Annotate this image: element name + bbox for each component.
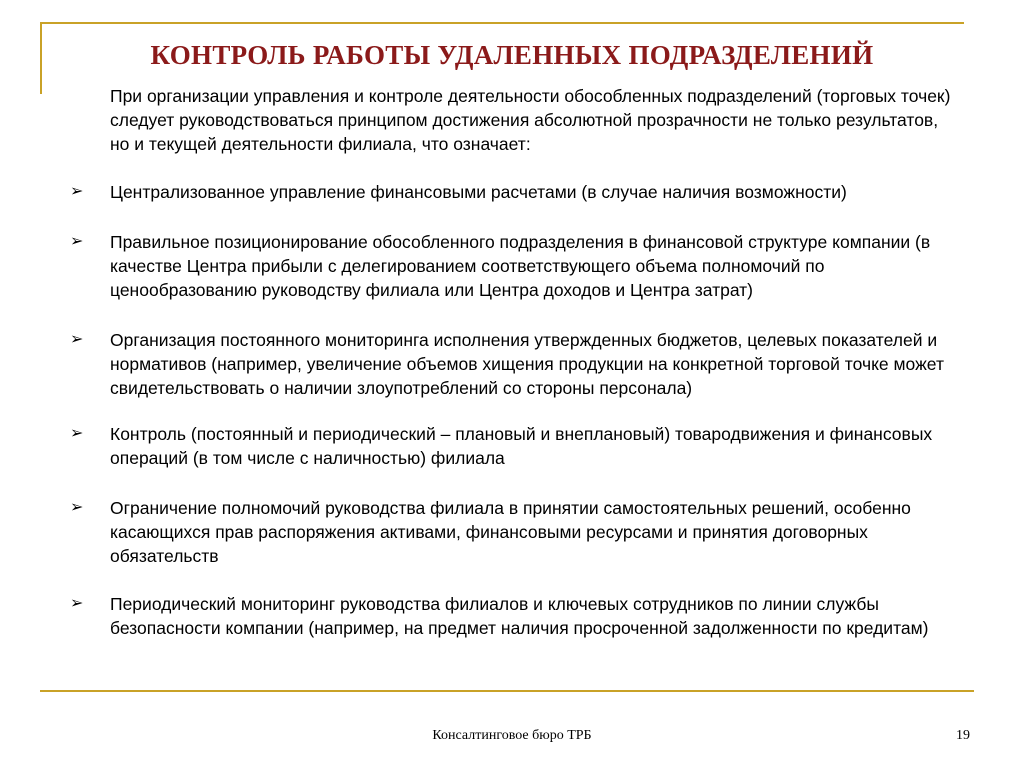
bullet-text: Контроль (постоянный и периодический – плановый и внеплановый) товародвижения и финансовых операций (в том числе с наличностью) филиала — [110, 424, 933, 468]
bullet-text: Организация постоянного мониторинга исполнения утвержденных бюджетов, целевых показателей и нормативов (например, увеличение объемов хищения продукции на конкретной торговой точке может свидетельствовать о наличии злоупотреблений со стороны персонала) — [110, 330, 944, 398]
slide-title: КОНТРОЛЬ РАБОТЫ УДАЛЕННЫХ ПОДРАЗДЕЛЕНИЙ — [150, 40, 874, 70]
bullet-text: Централизованное управление финансовыми расчетами (в случае наличия возможности) — [110, 182, 847, 202]
bullet-text: Ограничение полномочий руководства филиала в принятии самостоятельных решений, особенно касающихся прав распоряжения активами, финансовыми ресурсами и принятия договорных обязательств — [110, 498, 911, 566]
arrow-bullet-icon: ➢ — [70, 183, 84, 200]
bullet-item — [0, 230, 970, 302]
bullet-list — [0, 180, 1024, 640]
bullet-item — [0, 592, 970, 640]
top-frame-rule — [40, 22, 964, 24]
bullet-text: Правильное позиционирование обособленного подразделения в финансовой структуре компании (в качестве Центра прибыли с делегированием соответствующего объема полномочий по ценообразованию руководству филиала или Центра доходов и Центра затрат) — [110, 232, 931, 300]
bullet-item — [0, 328, 970, 400]
bullet-text: Периодический мониторинг руководства филиалов и ключевых сотрудников по линии службы безопасности компании (например, на предмет наличия просроченной задолженности по кредитам) — [110, 594, 929, 638]
arrow-bullet-icon: ➢ — [70, 425, 84, 442]
footer-rule — [40, 690, 974, 692]
page-number: 19 — [956, 728, 970, 743]
arrow-bullet-icon: ➢ — [70, 595, 84, 612]
arrow-bullet-icon: ➢ — [70, 331, 84, 348]
bullet-item — [0, 180, 970, 204]
intro-paragraph: При организации управления и контроле деятельности обособленных подразделений (торговых точек) следует руководствоваться принципом достижения абсолютной прозрачности не только результатов, но и текущей деятельности филиала, что означает: — [110, 86, 951, 154]
bullet-item — [0, 422, 970, 470]
footer-company: Консалтинговое бюро ТРБ — [432, 728, 592, 743]
arrow-bullet-icon: ➢ — [70, 499, 84, 516]
arrow-bullet-icon: ➢ — [70, 233, 84, 250]
bullet-item — [0, 496, 970, 568]
